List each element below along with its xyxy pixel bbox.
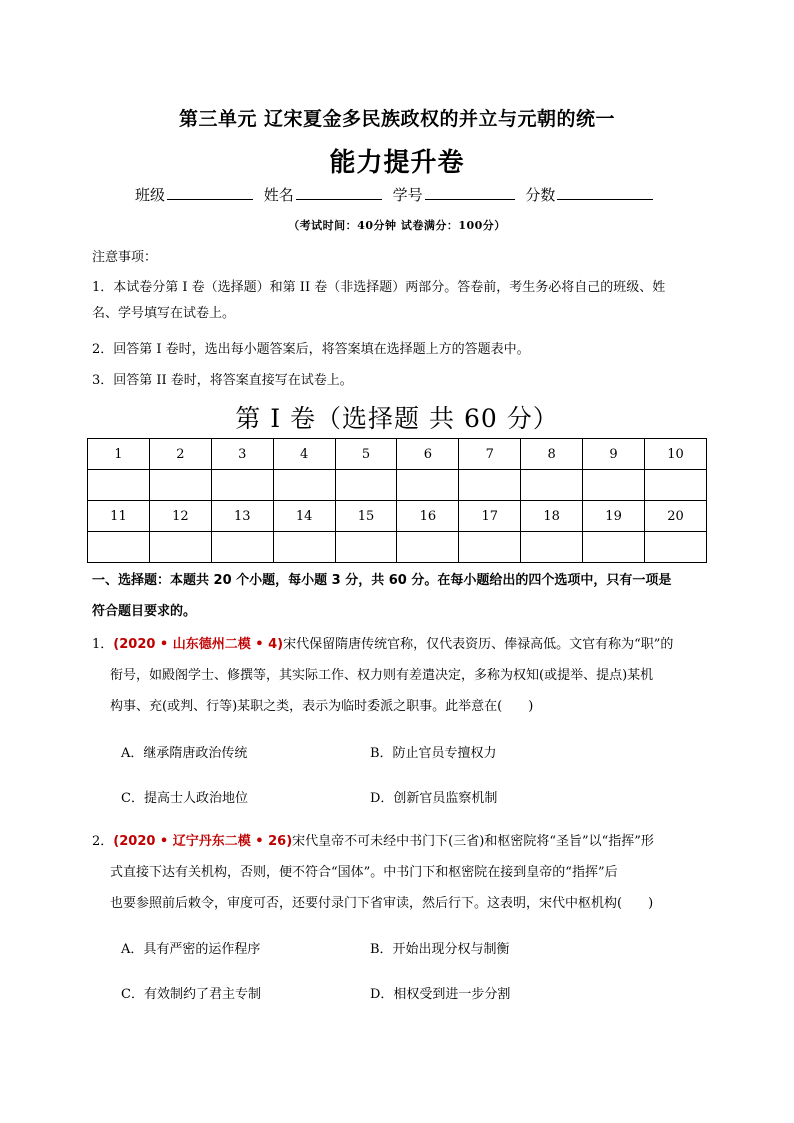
answer-input-row-1 <box>88 470 707 501</box>
question-2-source: (2020 • 辽宁丹东二模 • 26) <box>113 834 293 849</box>
question-2-stem-2: 式直接下达有关机构，否则，便不符合“国体”。中书门下和枢密院在接到皇帝的“指挥”后 <box>110 865 618 880</box>
answer-cell[interactable] <box>645 532 707 563</box>
question-number-cell: 8 <box>521 439 583 470</box>
paper-title: 能力提升卷 <box>329 148 465 178</box>
instructions-line-2: 符合题目要求的。 <box>92 604 197 619</box>
class-blank[interactable] <box>167 185 253 200</box>
answer-cell[interactable] <box>583 470 645 501</box>
answer-cell[interactable] <box>273 470 335 501</box>
question-1-line-1 <box>92 629 707 660</box>
answer-cell[interactable] <box>88 470 150 501</box>
answer-cell[interactable] <box>397 470 459 501</box>
question-2-option-d[interactable]: D．相权受到进一步分割 <box>370 987 511 1002</box>
name-label: 姓名 <box>263 186 294 204</box>
question-number-cell: 2 <box>149 439 211 470</box>
question-1-source: (2020 • 山东德州二模 • 4) <box>113 637 284 652</box>
question-number-cell: 10 <box>645 439 707 470</box>
question-1-option-d[interactable]: D．创新官员监察机制 <box>370 791 498 806</box>
student-id-field <box>393 184 515 205</box>
answer-cell[interactable] <box>335 470 397 501</box>
student-id-label: 学号 <box>392 186 423 204</box>
question-number-cell: 12 <box>149 501 211 532</box>
answer-cell[interactable] <box>583 532 645 563</box>
question-2-line-2 <box>92 857 707 888</box>
question-2-stem-3: 也要参照前后敕令，审度可否，还要付录门下省审读，然后行下。这表明，宋代中枢机构( ) <box>110 896 654 911</box>
question-1-stem-3: 构事、充(或判、行等)某职之类，表示为临时委派之职事。此举意在( ) <box>110 699 534 714</box>
question-2-option-c[interactable]: C．有效制约了君主专制 <box>121 987 261 1002</box>
question-2-number: 2． <box>92 834 114 849</box>
name-field <box>264 184 382 205</box>
score-blank[interactable] <box>557 185 653 200</box>
answer-cell[interactable] <box>211 470 273 501</box>
answer-cell[interactable] <box>273 532 335 563</box>
answer-cell[interactable] <box>521 532 583 563</box>
class-field <box>135 184 253 205</box>
answer-header-row-1 <box>88 439 707 470</box>
answer-cell[interactable] <box>149 470 211 501</box>
question-number-cell: 11 <box>88 501 150 532</box>
answer-header-row-2 <box>88 501 707 532</box>
answer-cell[interactable] <box>645 470 707 501</box>
question-number-cell: 4 <box>273 439 335 470</box>
question-number-cell: 3 <box>211 439 273 470</box>
note-item-1-line-1: 1．本试卷分第 I 卷（选择题）和第 II 卷（非选择题）两部分。答卷前，考生务必将自己的班级、姓 <box>92 280 666 295</box>
answer-cell[interactable] <box>397 532 459 563</box>
question-2-line-1 <box>92 826 707 857</box>
question-2-option-a[interactable]: A．具有严密的运作程序 <box>121 942 261 957</box>
question-1-line-2 <box>92 660 707 691</box>
question-1-stem-2: 衔号，如殿阁学士、修撰等，其实际工作、权力则有差遣决定，多称为权知(或提举、提点)某机 <box>110 668 654 683</box>
question-2-stem-start: 宋代皇帝不可未经中书门下(三省)和枢密院将“圣旨”以“指挥”形 <box>292 834 654 849</box>
note-item-1-line-2: 名、学号填写在试卷上。 <box>92 306 236 321</box>
score-label: 分数 <box>525 186 556 204</box>
student-id-blank[interactable] <box>425 185 515 200</box>
answer-cell[interactable] <box>88 532 150 563</box>
question-1-stem-start: 宋代保留隋唐传统官称，仅代表资历、俸禄高低。文官有称为“职”的 <box>283 637 674 652</box>
question-1-option-b[interactable]: B．防止官员专擅权力 <box>370 746 497 761</box>
question-number-cell: 1 <box>88 439 150 470</box>
question-number-cell: 14 <box>273 501 335 532</box>
unit-title: 第三单元 辽宋夏金多民族政权的并立与元朝的统一 <box>178 108 616 130</box>
answer-table <box>87 438 707 563</box>
notes-title: 注意事项： <box>92 250 158 265</box>
question-1-number: 1． <box>92 637 114 652</box>
name-blank[interactable] <box>296 185 382 200</box>
question-number-cell: 17 <box>459 501 521 532</box>
student-info-row <box>135 184 695 205</box>
note-item-2: 2．回答第 I 卷时，选出每小题答案后，将答案填在选择题上方的答题表中。 <box>92 342 530 357</box>
section-title: 第 I 卷（选择题 共 60 分） <box>235 404 559 433</box>
question-number-cell: 15 <box>335 501 397 532</box>
question-2-option-b[interactable]: B．开始出现分权与制衡 <box>370 942 510 957</box>
question-number-cell: 6 <box>397 439 459 470</box>
note-item-3: 3．回答第 II 卷时，将答案直接写在试卷上。 <box>92 373 353 388</box>
question-number-cell: 7 <box>459 439 521 470</box>
question-number-cell: 20 <box>645 501 707 532</box>
answer-cell[interactable] <box>459 532 521 563</box>
exam-meta: （考试时间：40分钟 试卷满分：100分） <box>288 219 506 232</box>
question-number-cell: 13 <box>211 501 273 532</box>
instructions-line-1: 一、选择题：本题共 20 个小题，每小题 3 分，共 60 分。在每小题给出的四个选项中，只有一项是 <box>92 573 672 588</box>
question-1-line-3 <box>92 691 707 722</box>
question-number-cell: 16 <box>397 501 459 532</box>
question-number-cell: 5 <box>335 439 397 470</box>
answer-input-row-2 <box>88 532 707 563</box>
class-label: 班级 <box>135 186 166 204</box>
answer-cell[interactable] <box>335 532 397 563</box>
answer-cell[interactable] <box>149 532 211 563</box>
answer-cell[interactable] <box>211 532 273 563</box>
answer-cell[interactable] <box>459 470 521 501</box>
score-field <box>525 184 653 205</box>
question-1-option-c[interactable]: C．提高士人政治地位 <box>121 791 248 806</box>
answer-cell[interactable] <box>521 470 583 501</box>
question-2-line-3 <box>92 888 707 919</box>
question-number-cell: 18 <box>521 501 583 532</box>
question-number-cell: 19 <box>583 501 645 532</box>
question-number-cell: 9 <box>583 439 645 470</box>
question-1-option-a[interactable]: A．继承隋唐政治传统 <box>121 746 248 761</box>
